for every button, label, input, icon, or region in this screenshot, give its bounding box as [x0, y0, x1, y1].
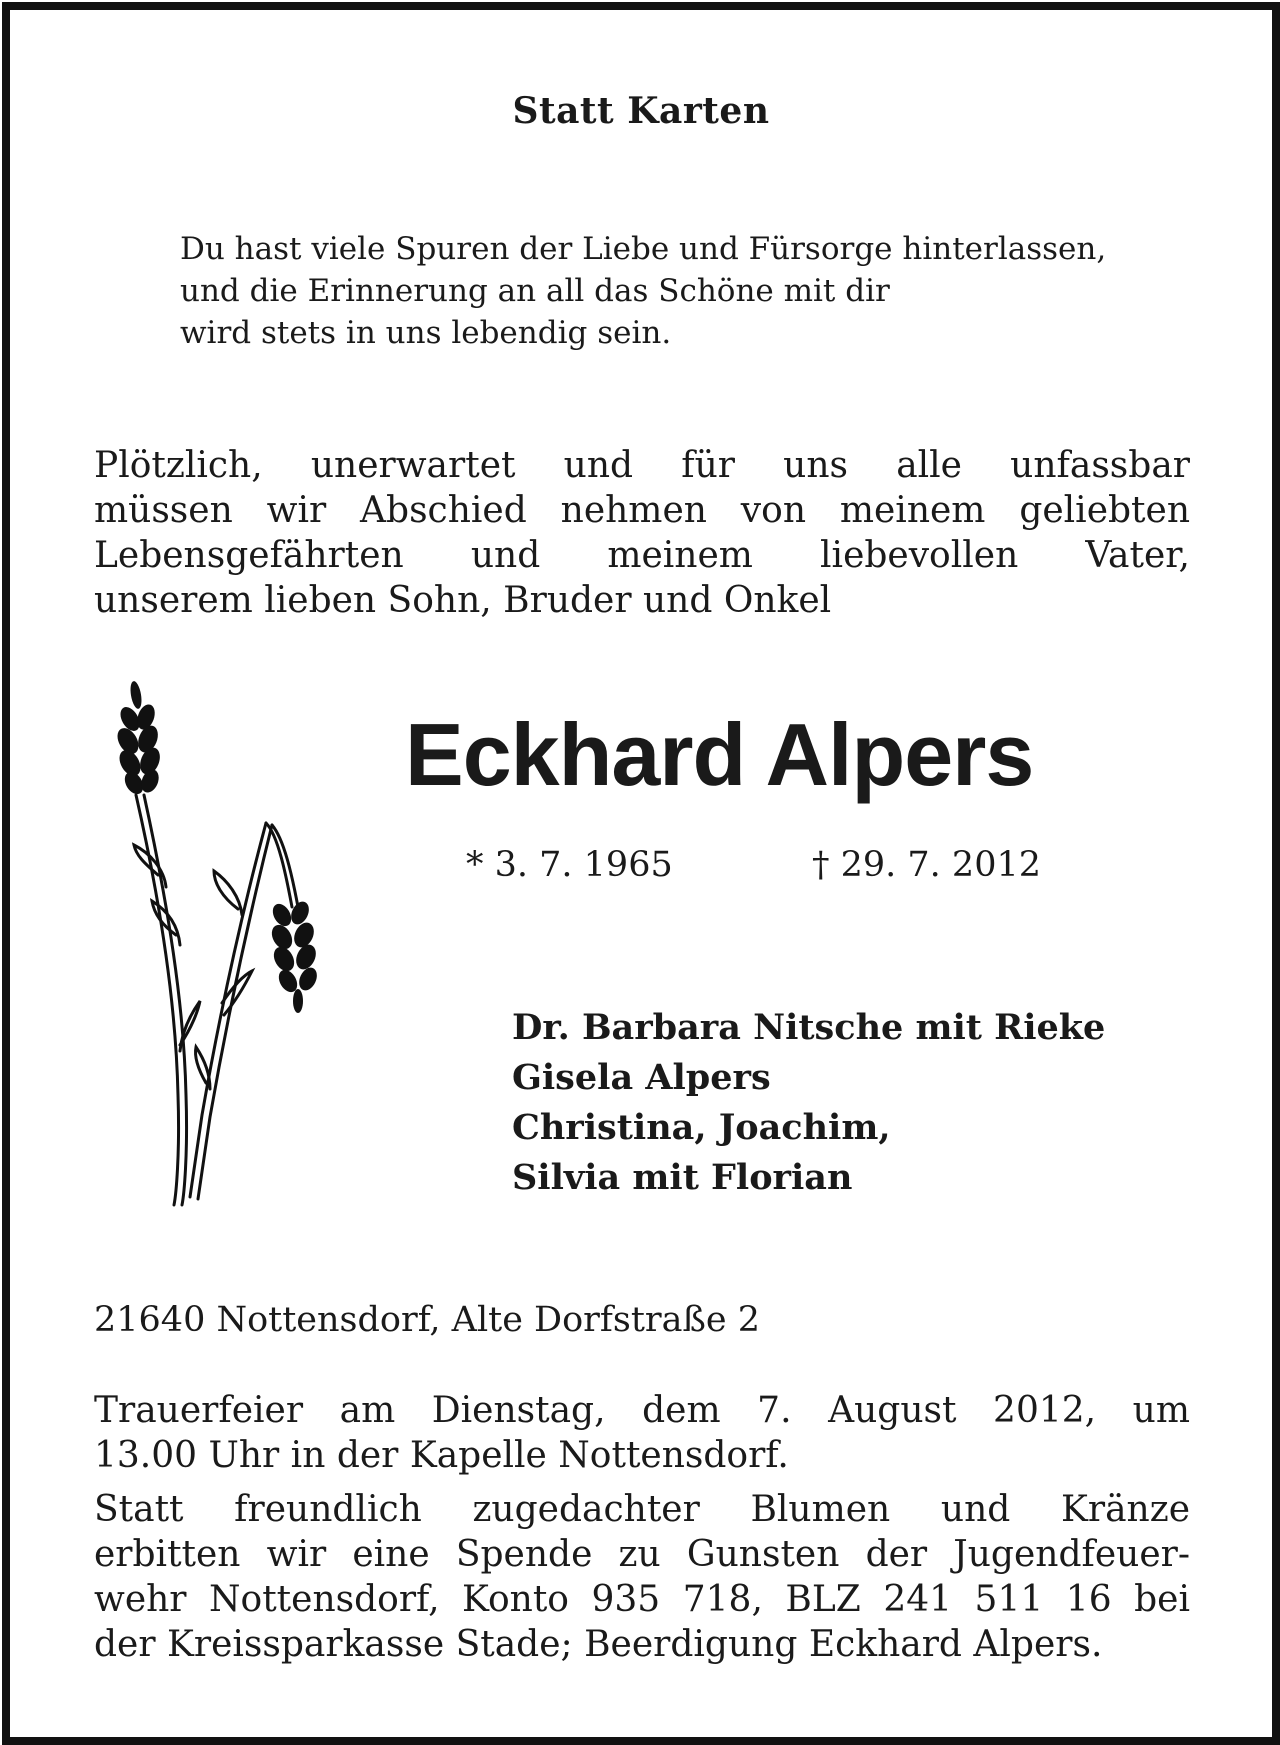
wheat-ears-icon	[106, 675, 336, 1215]
donation-line: Statt freundlich zugedachter Blumen und Kränze	[94, 1489, 1190, 1530]
motto-line: wird stets in uns lebendig sein.	[180, 315, 672, 351]
memorial-motto	[180, 228, 1200, 354]
obituary-notice	[2, 2, 1280, 1745]
intro-line: unserem lieben Sohn, Bruder und Onkel	[94, 580, 832, 621]
mourner-line: Silvia mit Florian	[512, 1157, 853, 1198]
donation-line: wehr Nottensdorf, Konto 935 718, BLZ 241 511 16 bei	[94, 1579, 1190, 1620]
service-line: 13.00 Uhr in der Kapelle Nottensdorf.	[94, 1435, 789, 1476]
service-line: Trauerfeier am Dienstag, dem 7. August 2012, um	[94, 1390, 1190, 1431]
birth-date: * 3. 7. 1965	[466, 845, 673, 885]
mourner-line: Gisela Alpers	[512, 1057, 771, 1098]
donation-line: der Kreissparkasse Stade; Beerdigung Eckhard Alpers.	[94, 1624, 1103, 1665]
family-address: 21640 Nottensdorf, Alte Dorfstraße 2	[94, 1300, 760, 1340]
donation-line: erbitten wir eine Spende zu Gunsten der Jugendfeuer-	[94, 1534, 1190, 1575]
intro-line: Lebensgefährten und meinem liebevollen Vater,	[94, 535, 1190, 576]
donation-request	[94, 1487, 1190, 1667]
motto-line: Du hast viele Spuren der Liebe und Fürsorge hinterlassen,	[180, 231, 1107, 267]
mourner-line: Dr. Barbara Nitsche mit Rieke	[512, 1007, 1106, 1048]
mourner-line: Christina, Joachim,	[512, 1107, 891, 1148]
intro-line: müssen wir Abschied nehmen von meinem geliebten	[94, 490, 1190, 531]
intro-paragraph	[94, 443, 1190, 623]
mourners-list	[512, 1003, 1105, 1203]
funeral-service-info	[94, 1388, 1190, 1478]
notice-heading: Statt Karten	[512, 90, 770, 132]
death-date: † 29. 7. 2012	[812, 845, 1042, 885]
motto-line: und die Erinnerung an all das Schöne mit dir	[180, 273, 890, 309]
intro-line: Plötzlich, unerwartet und für uns alle unfassbar	[94, 445, 1190, 486]
deceased-name: Eckhard Alpers	[405, 705, 1034, 804]
